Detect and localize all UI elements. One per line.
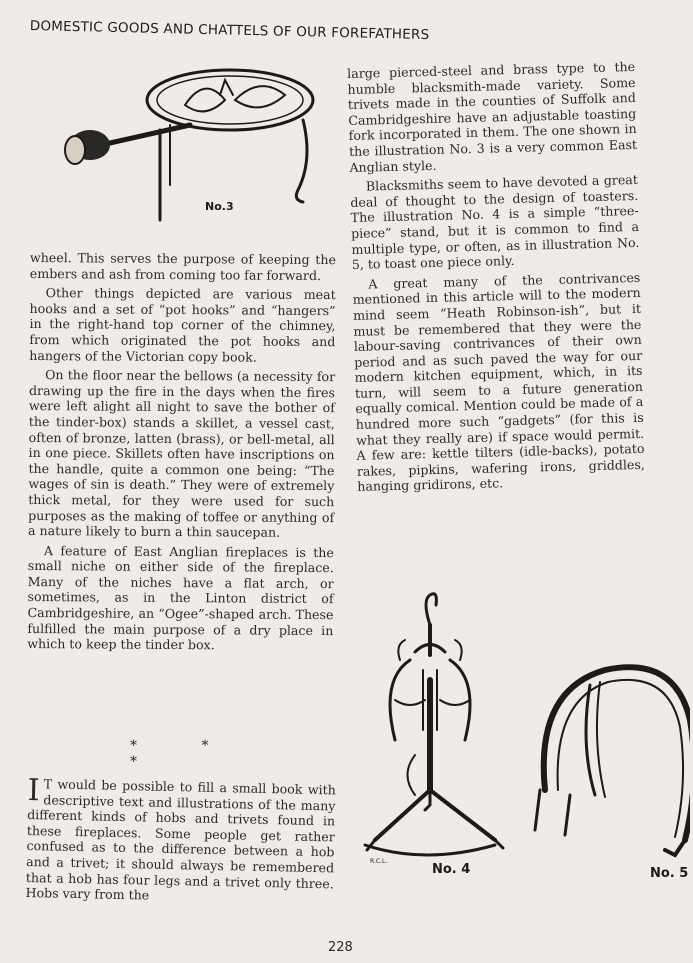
illustration-no4 (355, 590, 515, 880)
figure-label-no4: No. 4 (432, 862, 471, 877)
final-paragraph-text: T would be possible to fill a small book with descriptive text and illustrations of the many different kinds of hobs and trivets found in these fireplaces. Some people get rather confused as to the difference between a hob and a trivet; it should always be remembered that a hob has four legs and a trivet only three. Hobs vary from the (25, 776, 336, 903)
trivet-drawing (35, 55, 335, 240)
drop-cap: I (27, 773, 40, 809)
illustration-no5 (530, 640, 690, 880)
section-separator: * * * (130, 738, 239, 770)
left-column-final (25, 773, 336, 911)
right-paragraph-3: A great many of the contrivances mentioned in this article will to the modern mind seem “Heath Robinson-ish”, but it must be remembered that they were the labour-saving contrivances of their own period and as such paved the way for our modern kitchen equipment, which, in its turn, will seem to a future generation equally comical. Mention could be made of a hundred more such “gadgets” (for this is what they really are) if space would permit. A few are: kettle tilters (idle-backs), potato rakes, pipkins, wafering irons, griddles, hanging gridirons, etc. (352, 269, 646, 495)
single-toaster-drawing (530, 640, 690, 880)
figure-label-no5: No. 5 (650, 866, 689, 881)
page-number: 228 (328, 940, 353, 955)
figure-label-no3: No.3 (205, 200, 234, 213)
right-column (347, 59, 645, 499)
illustration-no3 (35, 55, 335, 240)
left-paragraph-2: Other things depicted are various meat hooks and a set of “pot hooks” and “hangers” in the right-hand top corner of the chimney, from which originated the pot hooks and hangers of the Victorian copy book. (29, 285, 336, 365)
right-paragraph-1: large pierced-steel and brass type to the humble blacksmith-made variety. Some trivets made in the counties of Suffolk and Cambridgeshire have an adjustable toasting fork incorporated in them. The one shown in the illustration No. 3 is a very common East Anglian style. (347, 58, 638, 175)
right-paragraph-2: Blacksmiths seem to have devoted a great deal of thought to the design of toasters. The illustration No. 4 is a simple “three-piece” stand, but it is common to find a multiple type, or often, as in illustration No. 5, to toast one piece only. (350, 172, 640, 273)
left-paragraph-4: A feature of East Anglian fireplaces is the small niche on either side of the fireplace. Many of the niches have a flat arch, or sometimes, as in the Linton district of Cambridgeshire, an “Ogee”-shaped arch. These fulfilled the main purpose of a dry place in which to keep the tinder box. (27, 542, 334, 653)
running-header: DOMESTIC GOODS AND CHATTELS OF OUR FOREFATHERS (29, 18, 430, 44)
final-paragraph (25, 773, 336, 907)
figure-initials-no4: R.C.L. (370, 858, 388, 865)
toaster-stand-drawing (355, 590, 515, 880)
left-column (27, 250, 336, 658)
left-paragraph-1: wheel. This serves the purpose of keeping the embers and ash from coming too far forward. (29, 250, 336, 283)
left-paragraph-3: On the floor near the bellows (a necessity for drawing up the fire in the days when the fires were left alight all night to save the bother of the tinder-box) stands a skillet, a vessel cast, often of bronze, latten (brass), or bell-metal, all in one piece. Skillets often have inscriptions on the handle, quite a common one being: “The wages of sin is death.” They were of extremely thick metal, for they were used for such purposes as the making of toffee or anything of a nature likely to burn a thin saucepan. (27, 367, 336, 540)
